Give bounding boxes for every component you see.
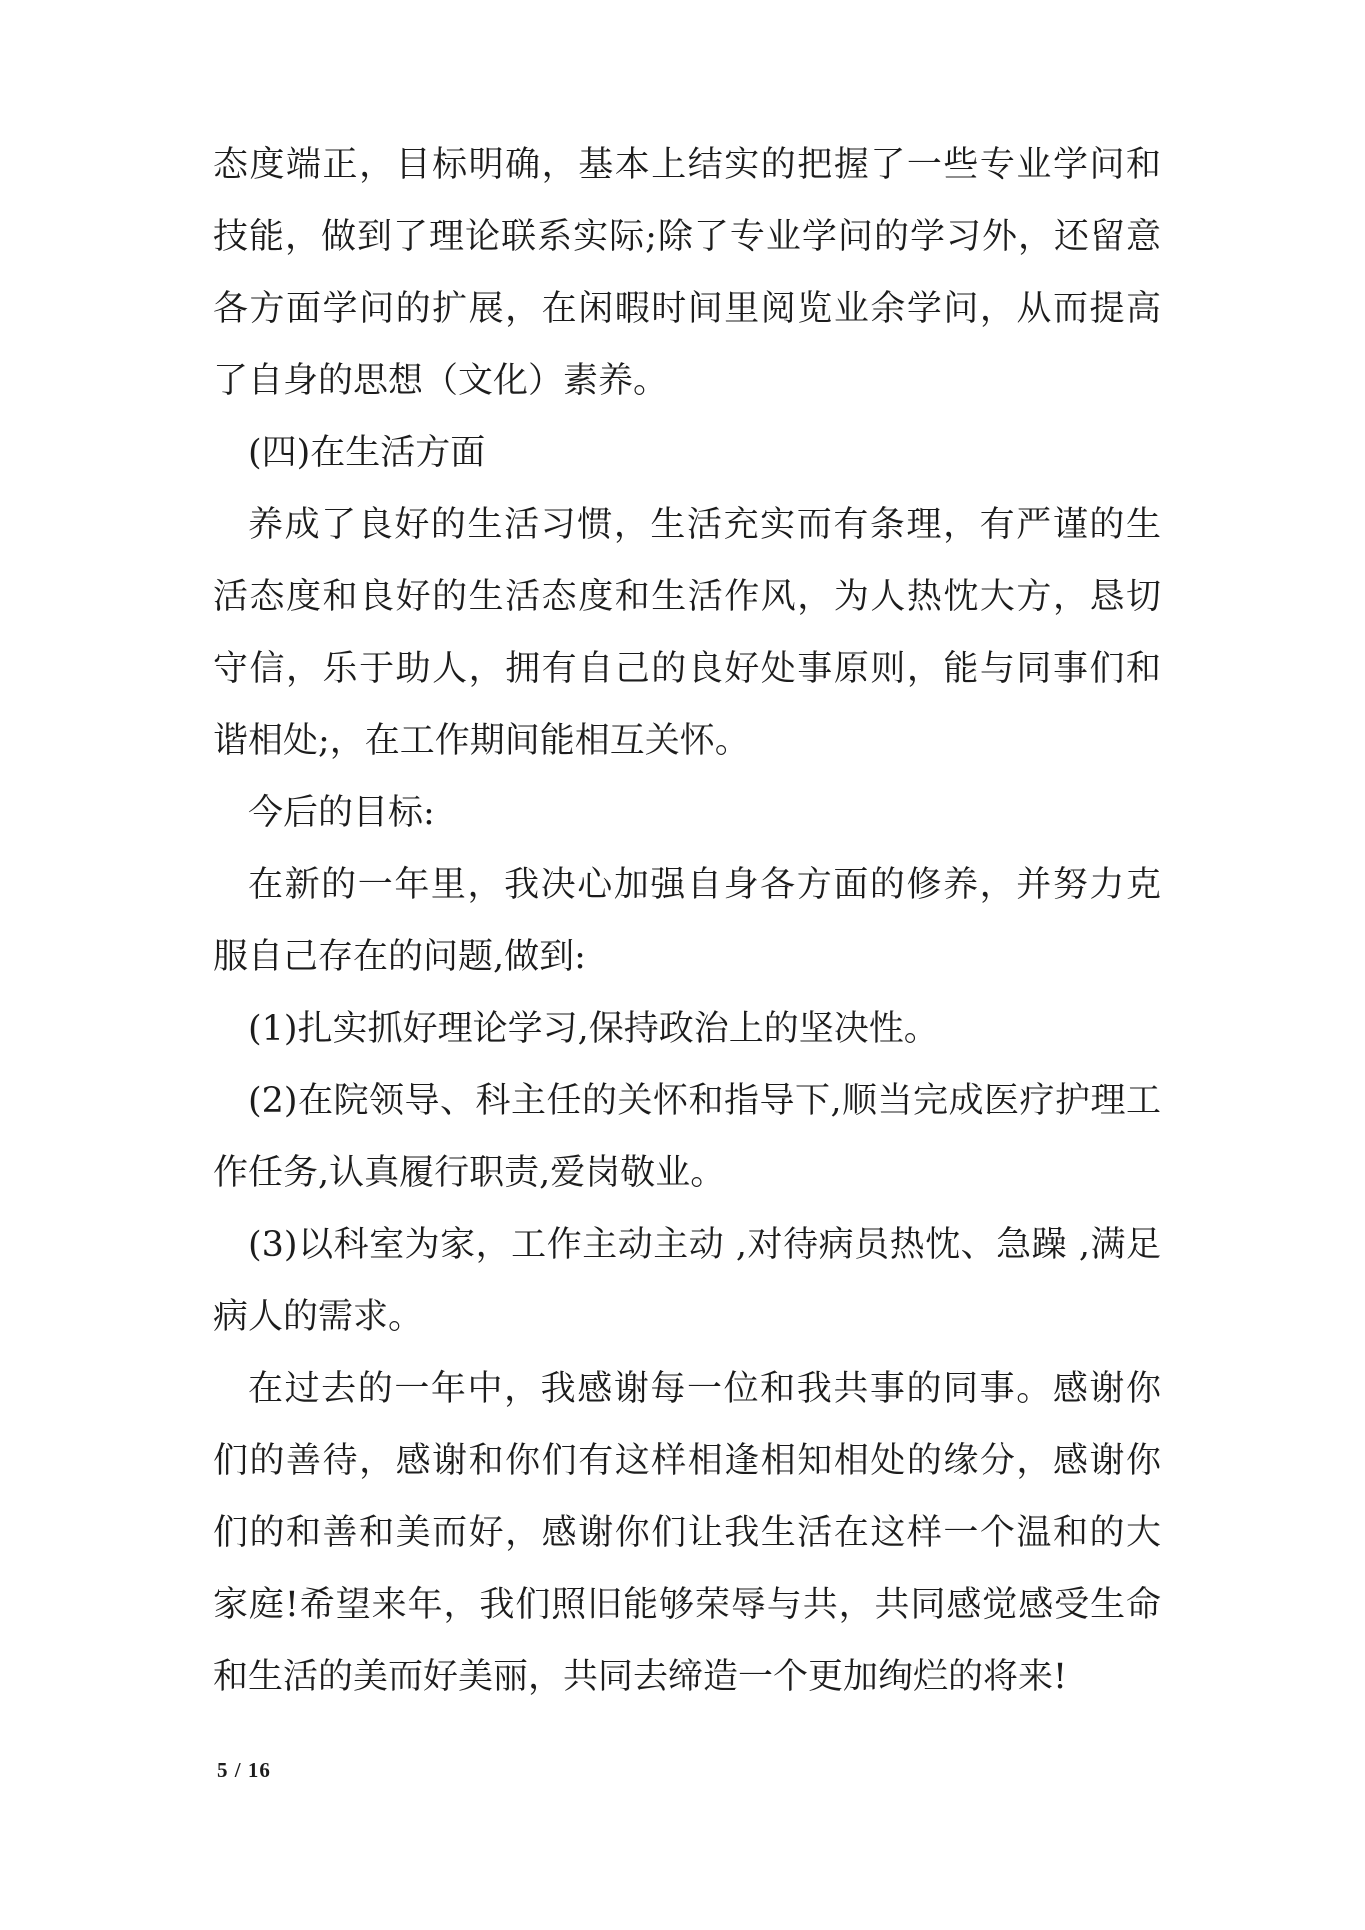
paragraph-thanks: [213, 1353, 1161, 1713]
heading-line: 今后的目标:: [248, 793, 435, 833]
goal-item-2: [213, 1065, 1161, 1209]
text-line: 活态度和良好的生活态度和生活作风，为人热忱大方，恳切: [213, 577, 1161, 617]
text-line: 了自身的思想（文化）素养。: [213, 361, 669, 401]
text-line: 病人的需求。: [213, 1297, 424, 1337]
heading-line: (四)在生活方面: [248, 433, 486, 473]
text-line: 在过去的一年中，我感谢每一位和我共事的同事。感谢你: [248, 1369, 1161, 1409]
text-line: 们的和善和美而好，感谢你们让我生活在这样一个温和的大: [213, 1513, 1161, 1553]
text-line: 们的善待，感谢和你们有这样相逢相知相处的缘分，感谢你: [213, 1441, 1161, 1481]
text-line: 谐相处;，在工作期间能相互关怀。: [213, 721, 750, 761]
page-number: 5 / 16: [217, 1758, 271, 1782]
text-line: (3)以科室为家，工作主动主动 ,对待病员热忱、急躁 ,满足: [248, 1225, 1161, 1265]
paragraph-life: [213, 489, 1161, 777]
paragraph-goals-intro: [213, 849, 1161, 993]
document-body: [213, 129, 1161, 1713]
text-line: 各方面学问的扩展，在闲暇时间里阅览业余学问，从而提高: [213, 289, 1161, 329]
goal-item-1: [213, 993, 1161, 1065]
text-line: 服自己存在的问题,做到:: [213, 937, 586, 977]
text-line: 态度端正，目标明确，基本上结实的把握了一些专业学问和: [213, 145, 1161, 185]
text-line: 和生活的美而好美丽，共同去缔造一个更加绚烂的将来!: [213, 1657, 1068, 1697]
text-line: 家庭!希望来年，我们照旧能够荣辱与共，共同感觉感受生命: [213, 1585, 1161, 1625]
paragraph-study-continuation: [213, 129, 1161, 417]
text-line: 作任务,认真履行职责,爱岗敬业。: [213, 1153, 726, 1193]
section-heading-goals: [213, 777, 1161, 849]
text-line: 在新的一年里，我决心加强自身各方面的修养，并努力克: [248, 865, 1161, 905]
text-line: (2)在院领导、科主任的关怀和指导下,顺当完成医疗护理工: [248, 1081, 1161, 1121]
text-line: (1)扎实抓好理论学习,保持政治上的坚决性。: [248, 1009, 939, 1049]
goal-item-3: [213, 1209, 1161, 1353]
section-heading-life: [213, 417, 1161, 489]
text-line: 技能，做到了理论联系实际;除了专业学问的学习外，还留意: [213, 217, 1161, 257]
text-line: 养成了良好的生活习惯，生活充实而有条理，有严谨的生: [248, 505, 1161, 545]
text-line: 守信，乐于助人，拥有自己的良好处事原则，能与同事们和: [213, 649, 1161, 689]
